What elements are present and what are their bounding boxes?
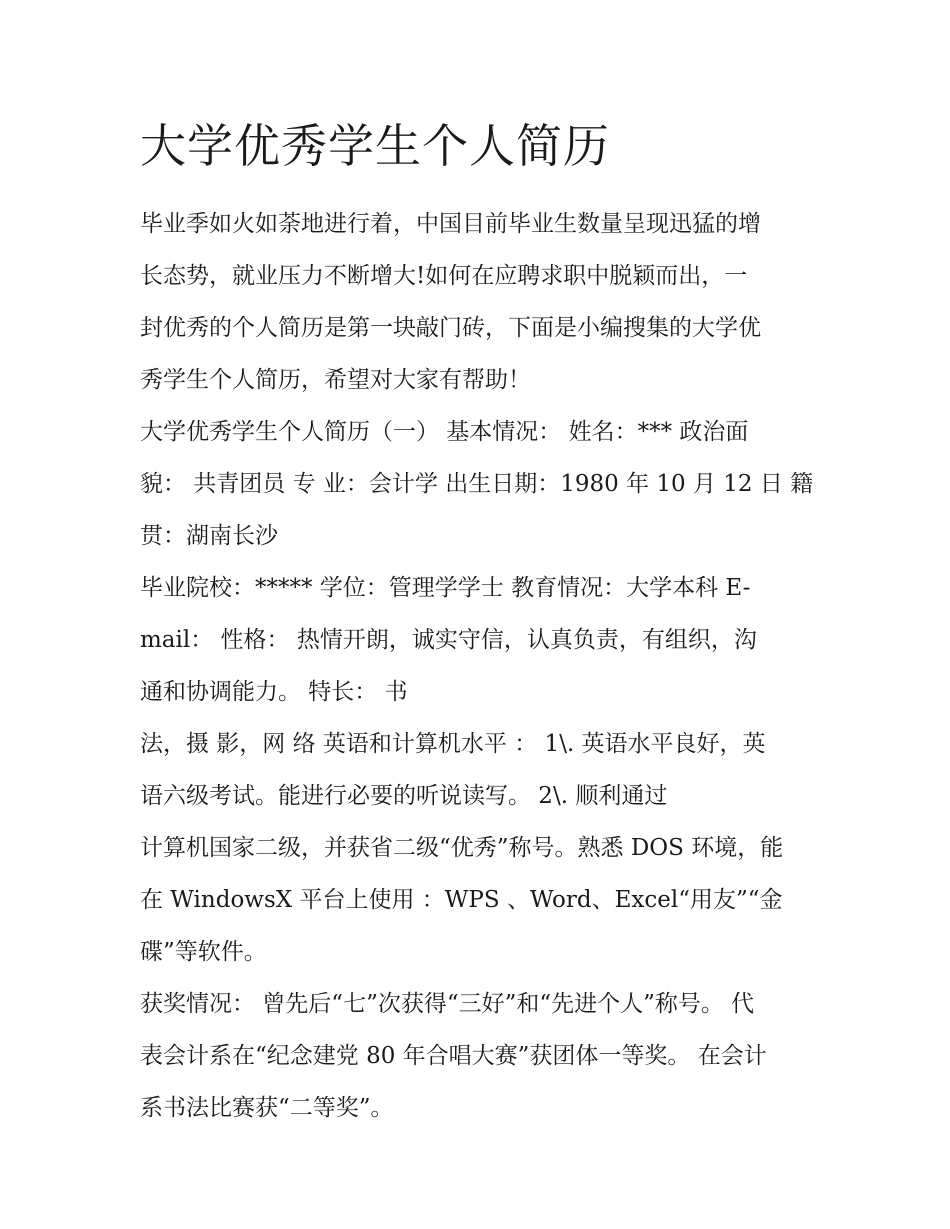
text-line: 长态势，就业压力不断增大!如何在应聘求职中脱颖而出，一	[140, 263, 748, 289]
text-line: 获奖情况： 曾先后“七”次获得“三好”和“先进个人”称号。 代	[140, 991, 755, 1017]
text-line: 语六级考试。能进行必要的听说读写。 2\. 顺利通过	[140, 783, 668, 809]
text-line: 贯：湖南长沙	[140, 523, 278, 549]
text-line: 系书法比赛获“二等奖”。	[140, 1095, 394, 1121]
text-line: 计算机国家二级，并获省二级“优秀”称号。熟悉 DOS 环境，能	[140, 835, 784, 861]
document-page	[140, 112, 820, 1134]
education-paragraph	[140, 562, 820, 718]
text-line: 封优秀的个人简历是第一块敲门砖，下面是小编搜集的大学优	[140, 315, 761, 341]
text-line: 毕业院校：***** 学位：管理学学士 教育情况：大学本科 E-	[140, 575, 751, 601]
text-line: 碟”等软件。	[140, 939, 267, 965]
text-line: 法，摄 影，网 络 英语和计算机水平 ： 1\. 英语水平良好，英	[140, 731, 766, 757]
text-line: mail： 性格： 热情开朗，诚实守信，认真负责，有组织，沟	[140, 627, 757, 653]
intro-paragraph	[140, 198, 820, 406]
text-line: 表会计系在“纪念建党 80 年合唱大赛”获团体一等奖。 在会计	[140, 1043, 767, 1069]
text-line: 毕业季如火如荼地进行着，中国目前毕业生数量呈现迅猛的增	[140, 211, 761, 237]
basic-info-paragraph	[140, 406, 820, 562]
text-line: 通和协调能力。 特长： 书	[140, 679, 408, 705]
text-line: 大学优秀学生个人简历（一） 基本情况： 姓名：*** 政治面	[140, 419, 749, 445]
computer-skills-paragraph	[140, 822, 820, 978]
text-line: 秀学生个人简历，希望对大家有帮助！	[140, 367, 531, 393]
text-line: 在 WindowsX 平台上使用 ：WPS 、Word、Excel“用友”“金	[140, 887, 783, 913]
document-title: 大学优秀学生个人简历	[140, 119, 610, 173]
skills-paragraph	[140, 718, 820, 822]
awards-paragraph	[140, 978, 820, 1134]
text-line: 貌： 共青团员 专 业：会计学 出生日期：1980 年 10 月 12 日 籍	[140, 471, 814, 497]
